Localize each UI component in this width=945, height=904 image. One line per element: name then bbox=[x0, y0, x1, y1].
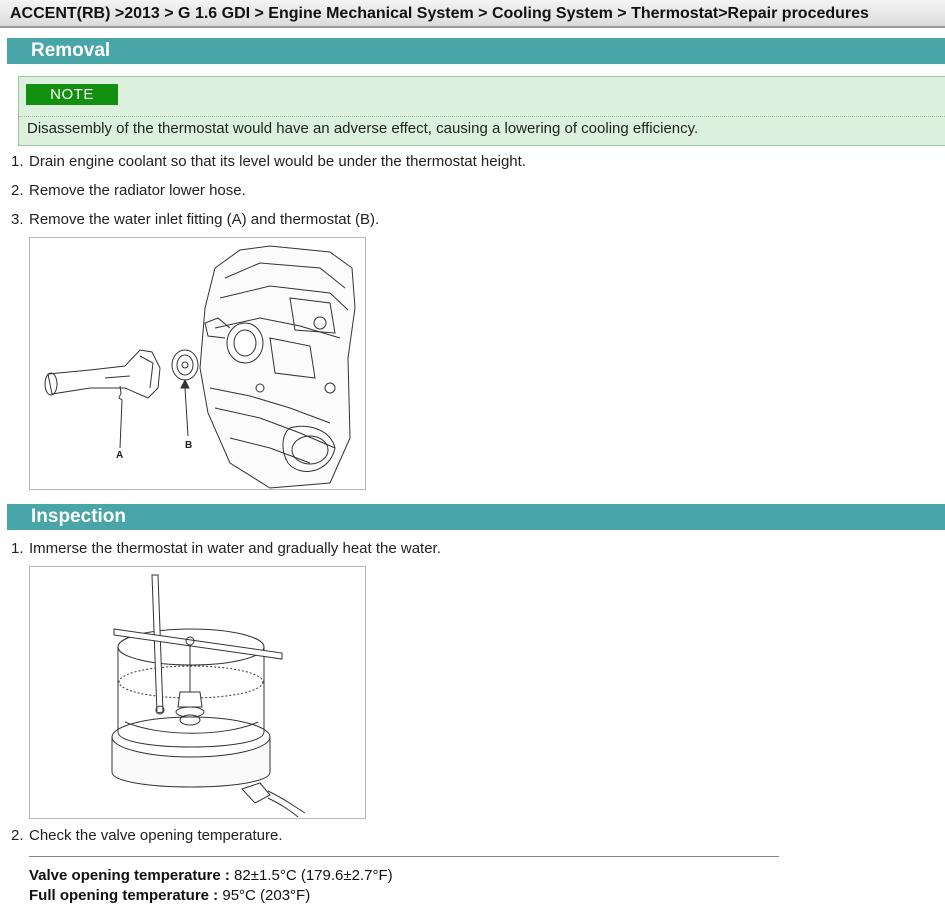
engine-thermostat-illustration bbox=[30, 238, 366, 490]
section-title-inspection: Inspection bbox=[7, 504, 945, 530]
thermostat-water-heating-illustration bbox=[30, 567, 366, 819]
figure-label-a: A bbox=[116, 450, 124, 461]
removal-figure bbox=[29, 237, 366, 490]
note-badge: NOTE bbox=[26, 84, 118, 105]
note-divider bbox=[19, 116, 945, 117]
figure-label-b: B bbox=[185, 440, 193, 451]
spec-full-opening: Full opening temperature : 95°C (203°F) bbox=[29, 887, 311, 904]
removal-step-2: 2. Remove the radiator lower hose. bbox=[11, 182, 246, 199]
section-title-removal: Removal bbox=[7, 38, 945, 64]
inspection-step-1: 1. Immerse the thermostat in water and gradually heat the water. bbox=[11, 540, 441, 557]
note-text: Disassembly of the thermostat would have an adverse effect, causing a lowering of cooling efficiency. bbox=[27, 120, 699, 137]
removal-step-3: 3. Remove the water inlet fitting (A) and thermostat (B). bbox=[11, 211, 380, 228]
breadcrumb: ACCENT(RB) >2013 > G 1.6 GDI > Engine Mechanical System > Cooling System > Thermostat>Repair procedures bbox=[0, 0, 945, 28]
spec-valve-opening: Valve opening temperature : 82±1.5°C (179.6±2.7°F) bbox=[29, 867, 393, 884]
inspection-step-2: 2. Check the valve opening temperature. bbox=[11, 827, 283, 844]
spec-divider bbox=[29, 856, 779, 857]
inspection-figure bbox=[29, 566, 366, 819]
note-box bbox=[18, 76, 945, 146]
removal-step-1: 1. Drain engine coolant so that its level would be under the thermostat height. bbox=[11, 153, 526, 170]
